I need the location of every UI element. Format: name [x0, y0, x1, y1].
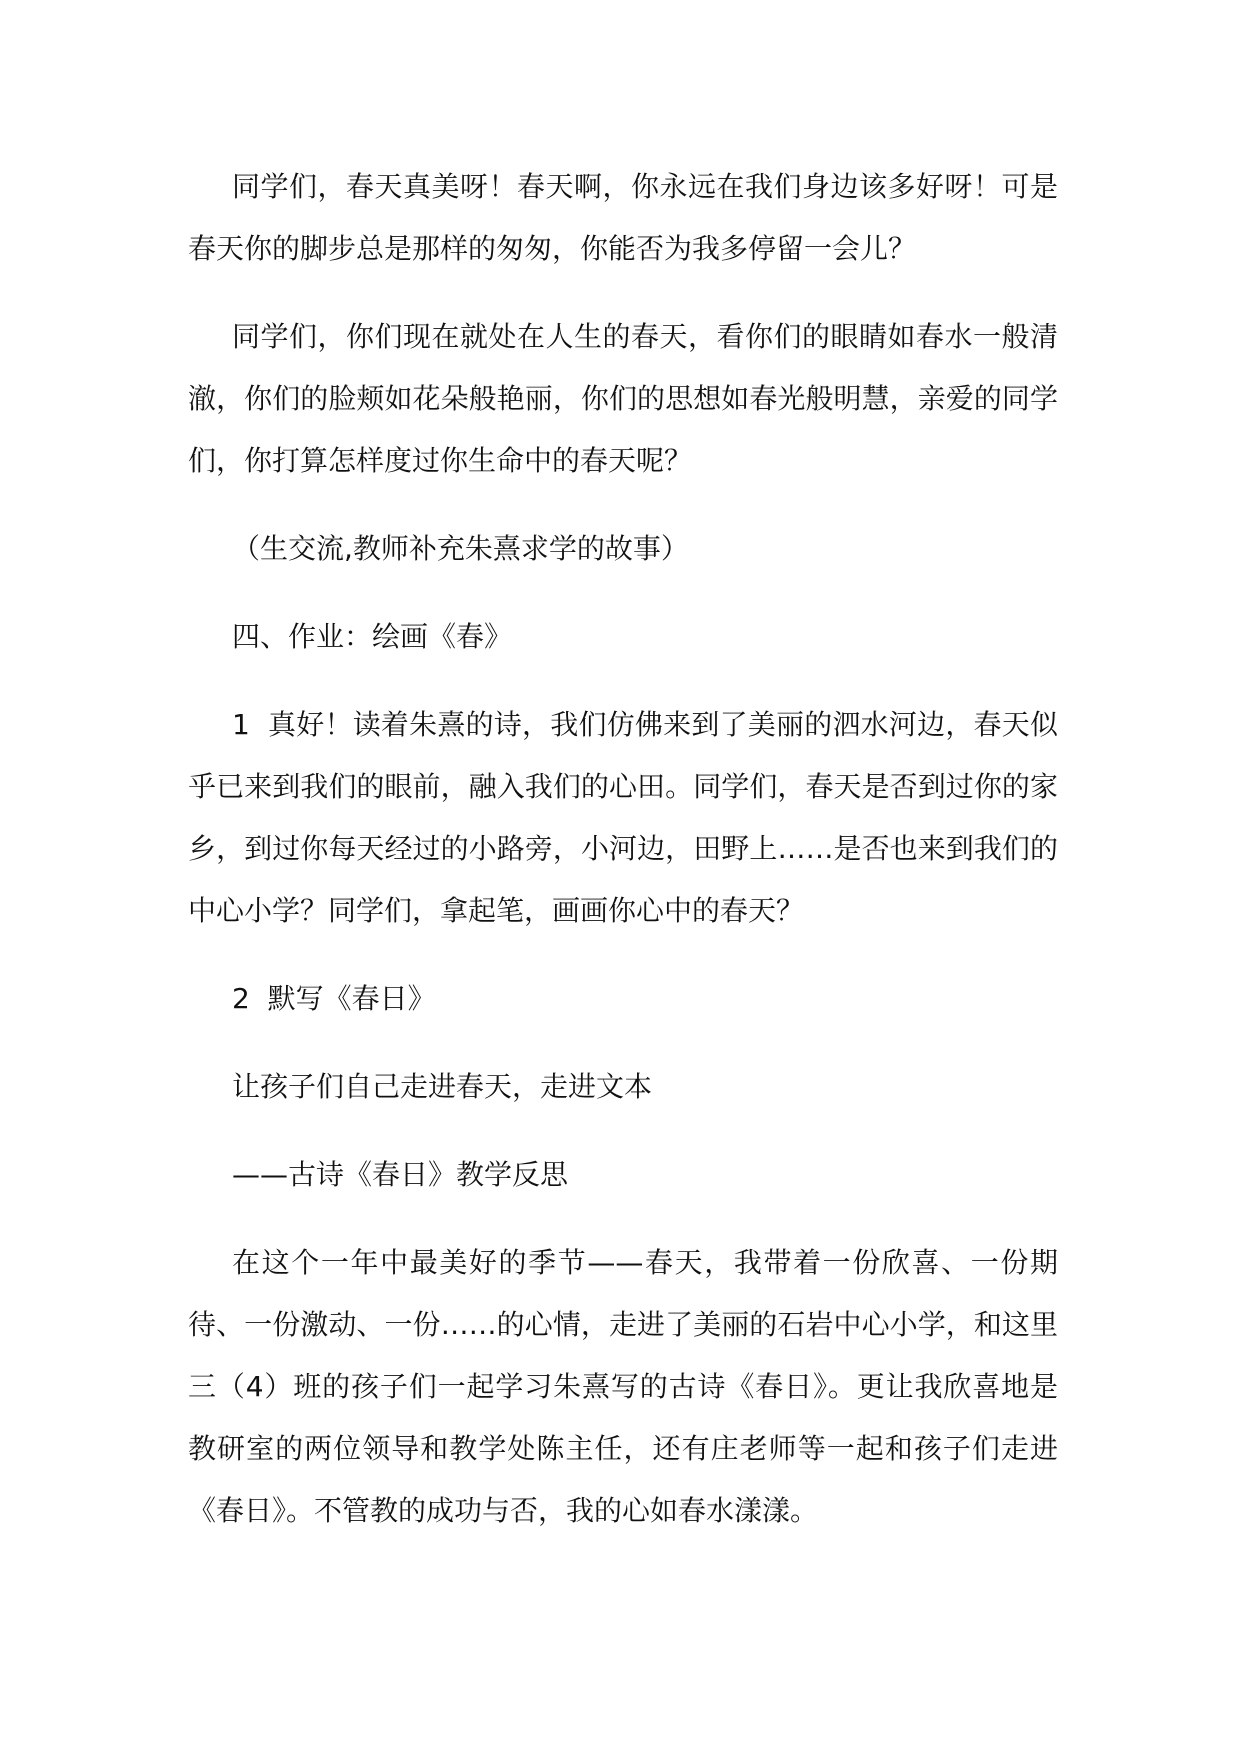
paragraph-spring-beautiful: 同学们，春天真美呀！春天啊，你永远在我们身边该多好呀！可是春天你的脚步总是那样的匆匆，你能否为我多停留一会儿？	[188, 170, 1058, 265]
paragraph-spring-of-life: 同学们，你们现在就处在人生的春天，看你们的眼睛如春水一般清澈，你们的脸颊如花朵般艳丽，你们的思想如春光般明慧，亲爱的同学们，你打算怎样度过你生命中的春天呢？	[188, 320, 1058, 477]
paragraph-reflection-intro: 在这个一年中最美好的季节——春天，我带着一份欣喜、一份期待、一份激动、一份……的心情，走进了美丽的石岩中心小学，和这里三（4）班的孩子们一起学习朱熹写的古诗《春日》。更让我欣喜地是教研室的两位领导和教学处陈主任，还有庄老师等一起和孩子们走进《春日》。不管教的成功与否，我的心如春水漾漾。	[188, 1246, 1058, 1527]
document-body	[188, 156, 1058, 1568]
reflection-subtitle: ——古诗《春日》教学反思	[232, 1158, 569, 1191]
paragraph-homework-item-1: 1 真好！读着朱熹的诗，我们仿佛来到了美丽的泗水河边，春天似乎已来到我们的眼前，融入我们的心田。同学们，春天是否到过你的家乡，到过你每天经过的小路旁，小河边，田野上……是否也来到我们的中心小学？同学们，拿起笔，画画你心中的春天？	[188, 708, 1058, 927]
paragraph-student-exchange: （生交流,教师补充朱熹求学的故事）	[232, 532, 689, 565]
paragraph-homework-item-2: 2 默写《春日》	[232, 982, 436, 1015]
section-heading-homework: 四、作业：绘画《春》	[232, 620, 513, 653]
reflection-title: 让孩子们自己走进春天，走进文本	[232, 1070, 653, 1103]
